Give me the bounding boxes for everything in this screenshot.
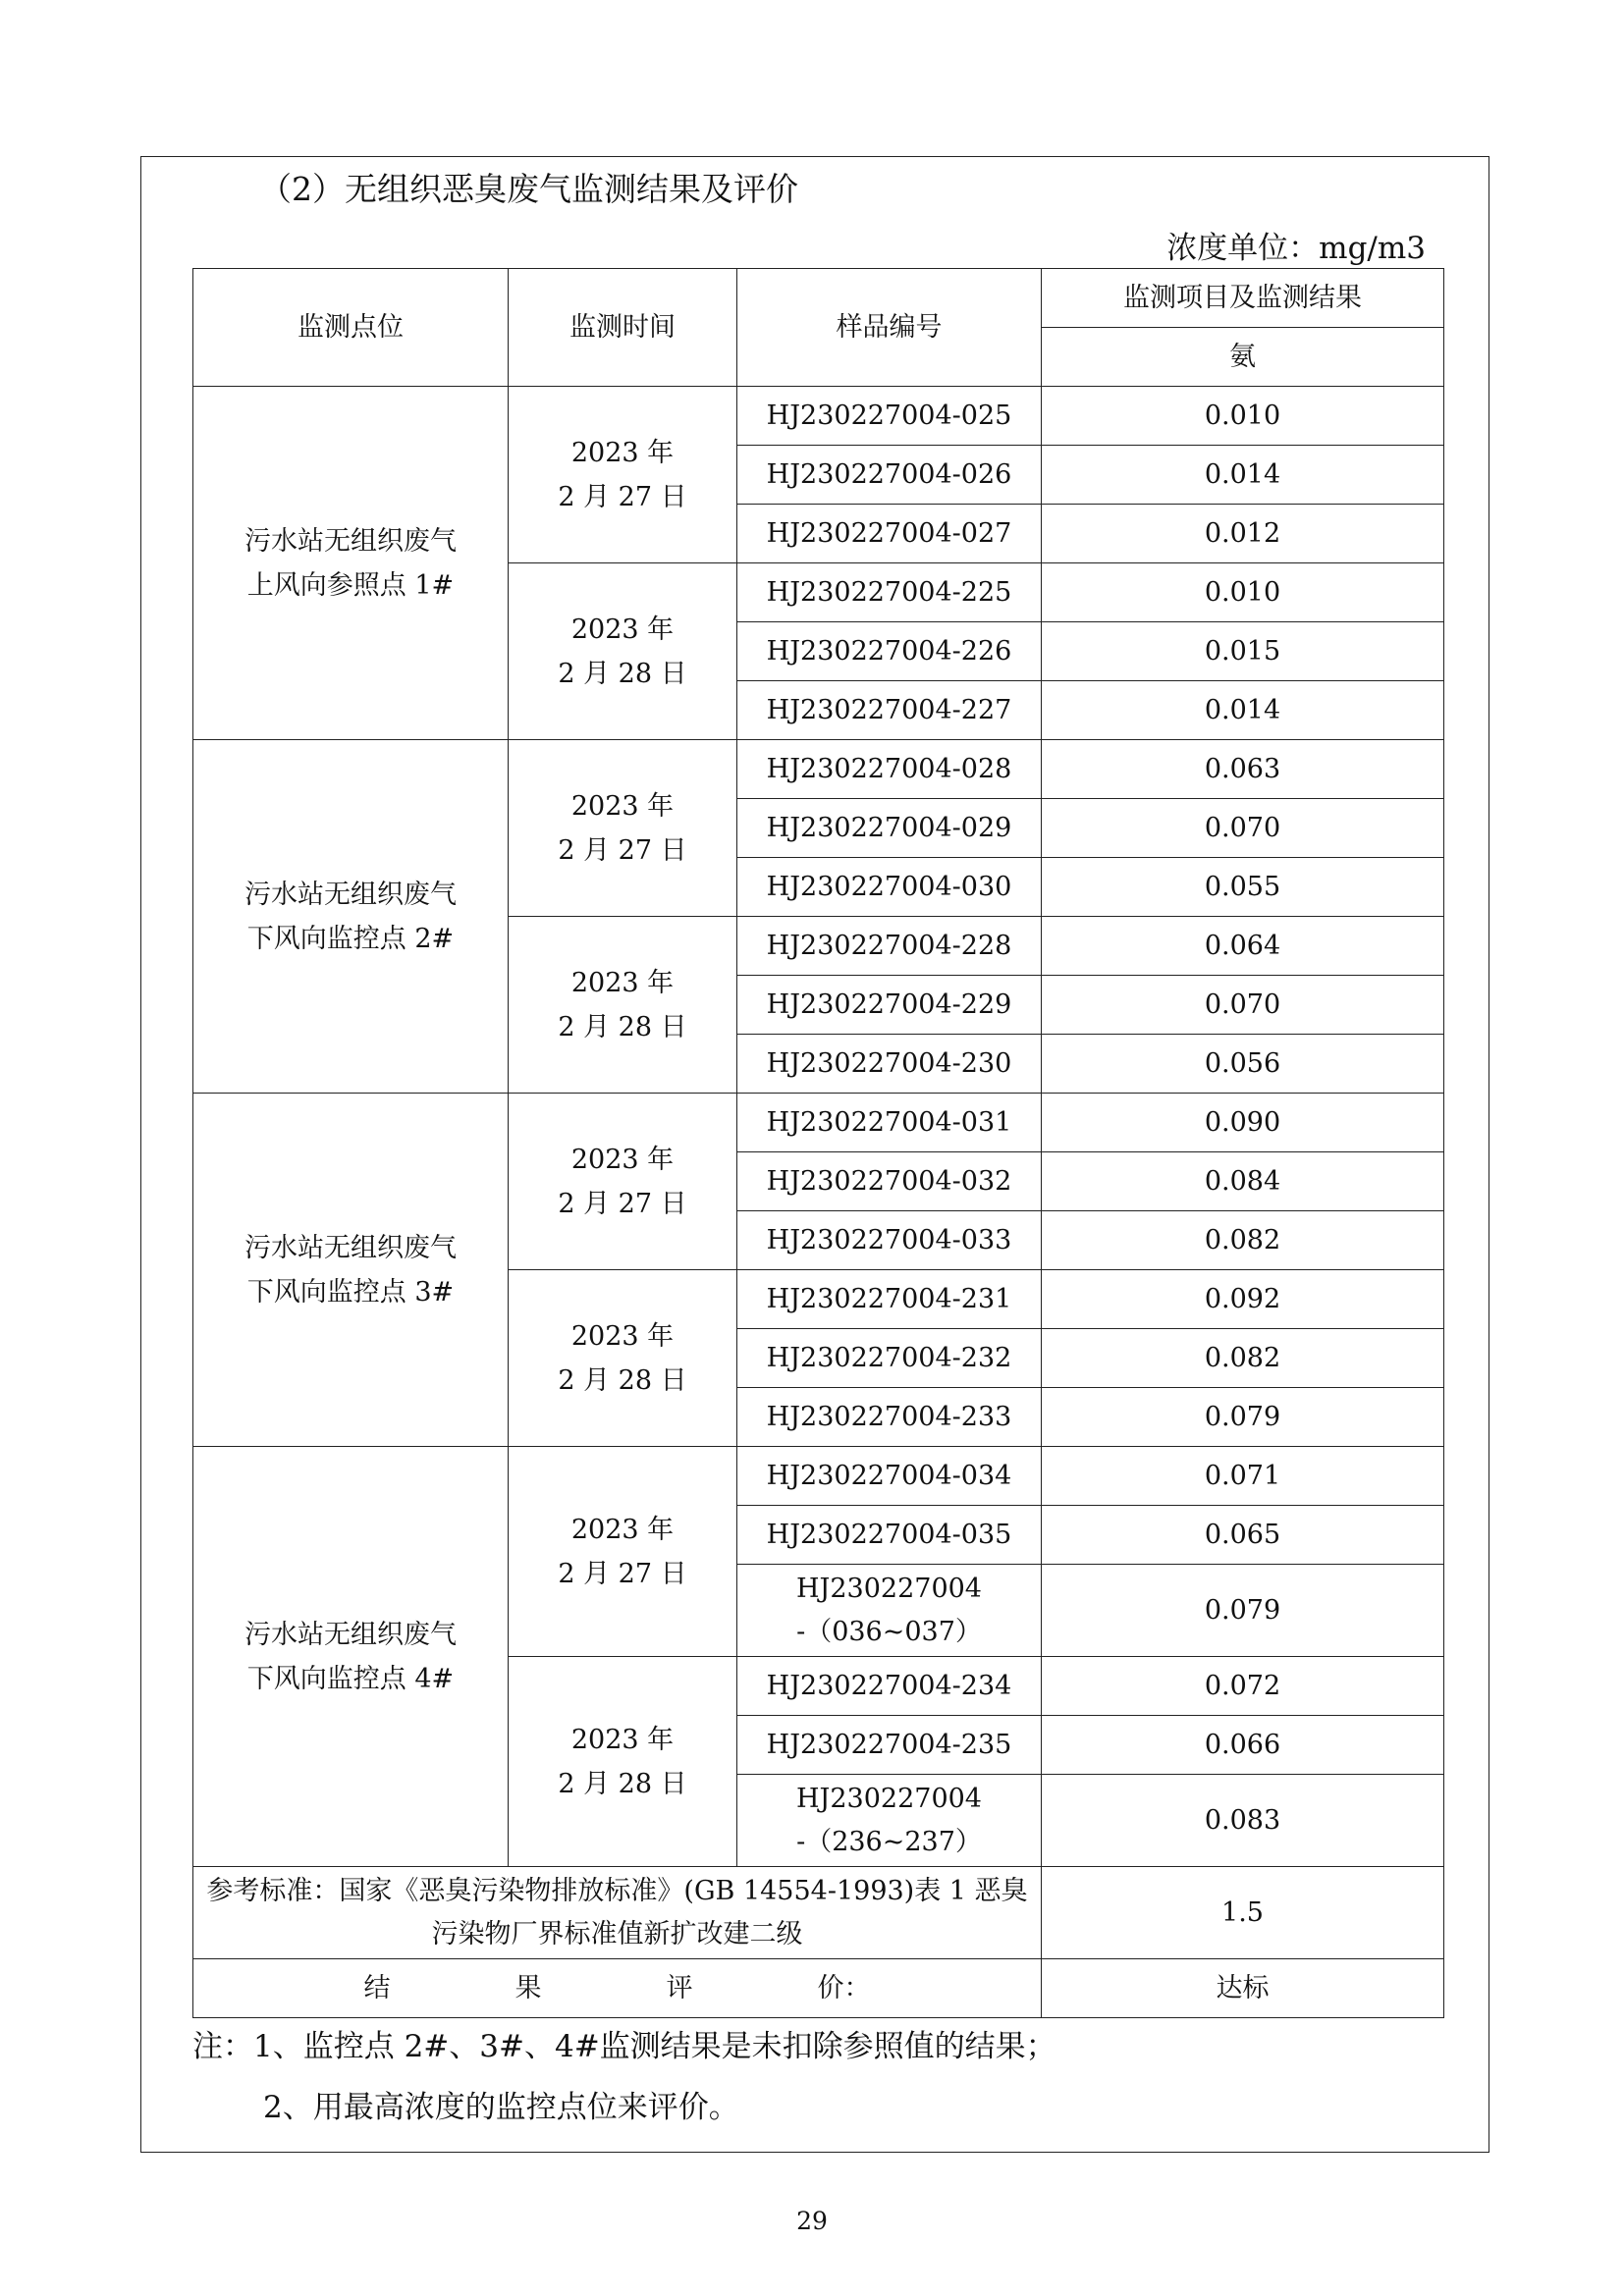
header-time: 监测时间 [509,269,737,387]
value-cell: 0.066 [1042,1716,1444,1775]
evaluation-row [193,1959,1444,2018]
table-row [193,387,1444,446]
sample-id-cell: HJ230227004-232 [737,1329,1042,1388]
table-row [193,1094,1444,1152]
date-cell: 2023 年 2 月 27 日 [509,1094,737,1270]
sample-id-cell: HJ230227004-028 [737,740,1042,799]
sample-id-cell: HJ230227004-029 [737,799,1042,858]
location-cell: 污水站无组织废气 上风向参照点 1# [193,387,509,740]
date-cell: 2023 年 2 月 28 日 [509,563,737,740]
reference-limit-value: 1.5 [1042,1867,1444,1959]
value-cell: 0.015 [1042,622,1444,681]
sample-id-cell: HJ230227004 -（236~237） [737,1775,1042,1867]
monitoring-results-table [192,268,1444,2018]
value-cell: 0.012 [1042,505,1444,563]
value-cell: 0.079 [1042,1565,1444,1657]
sample-id-cell: HJ230227004-033 [737,1211,1042,1270]
date-cell: 2023 年 2 月 27 日 [509,740,737,917]
sample-id-cell: HJ230227004-234 [737,1657,1042,1716]
date-cell: 2023 年 2 月 28 日 [509,1270,737,1447]
sample-id-cell: HJ230227004-035 [737,1506,1042,1565]
sample-id-cell: HJ230227004-031 [737,1094,1042,1152]
header-items-results: 监测项目及监测结果 [1042,269,1444,328]
evaluation-result: 达标 [1042,1959,1444,2018]
date-cell: 2023 年 2 月 27 日 [509,1447,737,1657]
sample-id-cell: HJ230227004 -（036~037） [737,1565,1042,1657]
date-cell: 2023 年 2 月 28 日 [509,917,737,1094]
sample-id-cell: HJ230227004-025 [737,387,1042,446]
value-cell: 0.070 [1042,976,1444,1035]
page-number: 29 [796,2207,828,2235]
table-row [193,1447,1444,1506]
date-cell: 2023 年 2 月 28 日 [509,1657,737,1867]
notes [192,2016,1056,2138]
value-cell: 0.083 [1042,1775,1444,1867]
sample-id-cell: HJ230227004-030 [737,858,1042,917]
location-cell: 污水站无组织废气 下风向监控点 4# [193,1447,509,1867]
section-title: （2）无组织恶臭废气监测结果及评价 [259,170,798,208]
value-cell: 0.014 [1042,681,1444,740]
value-cell: 0.084 [1042,1152,1444,1211]
header-location: 监测点位 [193,269,509,387]
sample-id-cell: HJ230227004-233 [737,1388,1042,1447]
sample-id-cell: HJ230227004-034 [737,1447,1042,1506]
header-ammonia: 氨 [1042,328,1444,387]
reference-standard: 参考标准：国家《恶臭污染物排放标准》(GB 14554-1993)表 1 恶臭 污染物厂界标准值新扩改建二级 [193,1867,1042,1959]
header-sample-id: 样品编号 [737,269,1042,387]
sample-id-cell: HJ230227004-225 [737,563,1042,622]
location-cell: 污水站无组织废气 下风向监控点 2# [193,740,509,1094]
value-cell: 0.092 [1042,1270,1444,1329]
location-cell: 污水站无组织废气 下风向监控点 3# [193,1094,509,1447]
evaluation-label: 结 果 评 价： [193,1959,1042,2018]
sample-id-cell: HJ230227004-226 [737,622,1042,681]
value-cell: 0.063 [1042,740,1444,799]
sample-id-cell: HJ230227004-231 [737,1270,1042,1329]
sample-id-cell: HJ230227004-229 [737,976,1042,1035]
value-cell: 0.065 [1042,1506,1444,1565]
sample-id-cell: HJ230227004-227 [737,681,1042,740]
header-row [193,269,1444,328]
value-cell: 0.082 [1042,1211,1444,1270]
value-cell: 0.082 [1042,1329,1444,1388]
reference-row [193,1867,1444,1959]
value-cell: 0.071 [1042,1447,1444,1506]
sample-id-cell: HJ230227004-026 [737,446,1042,505]
sample-id-cell: HJ230227004-230 [737,1035,1042,1094]
date-cell: 2023 年 2 月 27 日 [509,387,737,563]
value-cell: 0.070 [1042,799,1444,858]
value-cell: 0.055 [1042,858,1444,917]
page-frame [140,156,1489,2153]
value-cell: 0.072 [1042,1657,1444,1716]
value-cell: 0.014 [1042,446,1444,505]
sample-id-cell: HJ230227004-235 [737,1716,1042,1775]
value-cell: 0.079 [1042,1388,1444,1447]
note-2: 2、用最高浓度的监控点位来评价。 [263,2090,739,2125]
unit-label: 浓度单位：mg/m3 [1166,231,1426,266]
value-cell: 0.090 [1042,1094,1444,1152]
value-cell: 0.064 [1042,917,1444,976]
note-1: 注：1、监控点 2#、3#、4#监测结果是未扣除参照值的结果； [192,2029,1056,2064]
table-row [193,740,1444,799]
sample-id-cell: HJ230227004-027 [737,505,1042,563]
value-cell: 0.056 [1042,1035,1444,1094]
sample-id-cell: HJ230227004-228 [737,917,1042,976]
value-cell: 0.010 [1042,563,1444,622]
value-cell: 0.010 [1042,387,1444,446]
sample-id-cell: HJ230227004-032 [737,1152,1042,1211]
